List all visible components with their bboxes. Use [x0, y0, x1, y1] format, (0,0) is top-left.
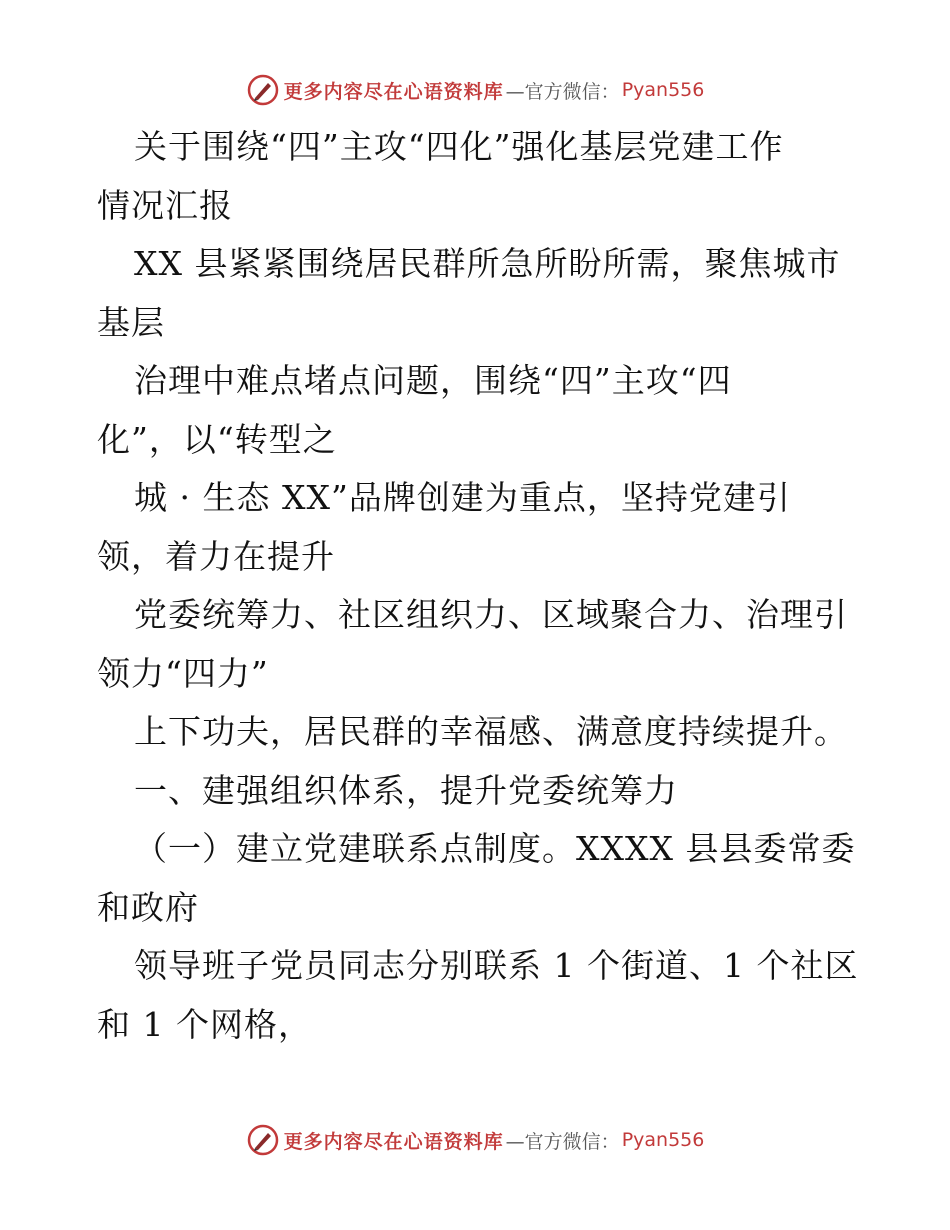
text-line: 和 1 个网格，: [97, 1004, 312, 1044]
text-line: 情况汇报: [97, 185, 233, 225]
footer-watermark: [0, 1122, 950, 1158]
text-line: 一、建强组织体系，提升党委统筹力: [134, 770, 678, 810]
text-line: 基层: [97, 302, 165, 342]
pen-logo-icon: [246, 73, 280, 107]
text-line: 领导班子党员同志分别联系 1 个街道、1 个社区: [134, 946, 859, 985]
pen-logo-icon: [246, 1123, 280, 1157]
document-body: [97, 118, 857, 1054]
watermark-wechat-id: Pyan556: [621, 79, 705, 101]
text-line: 党委统筹力、社区组织力、区域聚合力、治理引: [134, 595, 848, 634]
text-line: （一）建立党建联系点制度。XXXX 县县委常委: [134, 829, 856, 868]
watermark-official-label: —官方微信：: [505, 80, 620, 103]
text-line: 治理中难点堵点问题，围绕“四”主攻“四: [134, 361, 732, 400]
text-line: XX 县紧紧围绕居民群所急所盼所需，聚焦城市: [134, 244, 841, 283]
watermark-wechat-id: Pyan556: [621, 1129, 705, 1151]
watermark-brand: 更多内容尽在心语资料库: [283, 1130, 504, 1153]
text-line: 城 · 生态 XX”品牌创建为重点，坚持党建引: [134, 478, 791, 517]
text-line: 领，着力在提升: [97, 536, 335, 576]
text-line: 关于围绕“四”主攻“四化”强化基层党建工作: [134, 127, 784, 166]
watermark-official-label: —官方微信：: [505, 1130, 620, 1153]
text-line: 领力“四力”: [97, 653, 269, 693]
watermark-brand: 更多内容尽在心语资料库: [283, 80, 504, 103]
text-line: 和政府: [97, 887, 199, 927]
text-line: 化”，以“转型之: [97, 419, 337, 459]
header-watermark: [0, 72, 950, 108]
text-line: 上下功夫，居民群的幸福感、满意度持续提升。: [134, 712, 848, 751]
